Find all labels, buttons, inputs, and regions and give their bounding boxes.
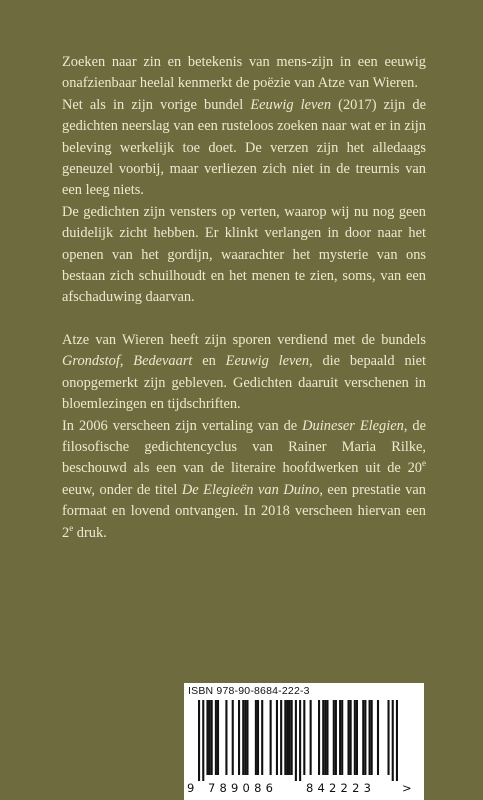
- text-run: eeuw, onder de titel: [62, 481, 182, 498]
- barcode-bar: [291, 700, 293, 775]
- ordinal-superscript: e: [69, 522, 74, 533]
- barcode-guard-bar: [202, 700, 204, 781]
- italic-title: Grondstof: [62, 353, 120, 370]
- barcode-bar: [209, 700, 211, 775]
- text-run: , die bepaald niet onopgemerkt zijn gebleven. Gedichten daaruit verschenen in bloemlezingen en tijdschriften.: [62, 353, 427, 413]
- barcode-guard-bar: [392, 700, 394, 781]
- text-run: Zoeken naar zin en betekenis van mens-zijn in een eeuwig onafzienbaar heelal kenmerkt de poëzie van Atze van Wieren.: [62, 54, 426, 92]
- barcode-bar: [242, 700, 244, 775]
- barcode-bar: [286, 700, 288, 775]
- barcode-guard-bar: [295, 700, 297, 781]
- barcode-bar: [206, 700, 208, 775]
- text-run: De gedichten zijn vensters op verten, waarop wij nu nog geen duidelijk zicht hebben. Er klinkt verlangen in door naar het openen van het gordijn, waarachter het mysterie van ons bestaan zich schuilhoudt en het menen te zien, soms, van een afschaduwing daarvan.: [62, 203, 426, 306]
- barcode-bar: [289, 700, 291, 775]
- italic-title: Eeuwig leven: [250, 96, 332, 113]
- text-run: ,: [119, 353, 134, 370]
- italic-title: Eeuwig leven: [225, 353, 310, 370]
- ordinal-superscript: e: [422, 458, 426, 469]
- barcode-bar: [364, 700, 366, 775]
- barcode-bar: [356, 700, 358, 775]
- barcode-bar: [322, 700, 324, 775]
- italic-title: Bedevaart: [133, 353, 193, 370]
- barcode-bar: [362, 700, 364, 775]
- isbn-label: ISBN 978-90-8684-222-3: [188, 685, 310, 697]
- barcode-bar: [238, 700, 240, 775]
- barcode-bar: [255, 700, 257, 775]
- barcode-bar: [244, 700, 246, 775]
- barcode-bar: [246, 700, 248, 775]
- text-run: , een prestatie van formaat en lovend ontvangen. In 2018 verscheen hiervan een 2: [62, 481, 426, 541]
- barcode-bar: [303, 700, 305, 775]
- paragraph: [62, 95, 426, 202]
- barcode-bars: [198, 700, 398, 781]
- paragraph: [62, 416, 426, 544]
- paragraph: [62, 202, 426, 309]
- text-run: (2017) zijn de gedichten neerslag van een rusteloos zoeken naar wat er in zijn beleving werkelijk toe doet. De verzen zijn het alledaags geneuzel voorbij, maar verliezen zich niet in de treurnis van een leeg niets.: [62, 96, 426, 199]
- barcode-bar: [310, 700, 312, 775]
- barcode-bar: [324, 700, 326, 775]
- barcode-bar: [326, 700, 328, 775]
- barcode-bar: [232, 700, 234, 775]
- barcode-bar: [318, 700, 320, 775]
- barcode-bar: [333, 700, 335, 775]
- italic-title: De Elegieën van Duino: [181, 481, 320, 498]
- barcode-bar: [257, 700, 259, 775]
- barcode-bar: [354, 700, 356, 775]
- barcode-digits-left: 789086: [208, 781, 278, 795]
- barcode-bar: [280, 700, 282, 775]
- barcode-bar: [217, 700, 219, 775]
- barcode-bar: [284, 700, 286, 775]
- barcode-bar: [371, 700, 373, 775]
- barcode-bar: [369, 700, 371, 775]
- barcode-bar: [377, 700, 379, 775]
- text-run: druk.: [73, 524, 107, 541]
- barcode-bar: [339, 700, 341, 775]
- barcode-marker: >: [402, 781, 412, 795]
- barcode-bar: [276, 700, 278, 775]
- barcode-bar: [335, 700, 337, 775]
- text-run: Atze van Wieren heeft zijn sporen verdiend met de bundels: [62, 331, 426, 348]
- isbn-barcode: [184, 683, 424, 800]
- italic-title: Duineser Elegien: [302, 417, 404, 434]
- barcode-bar: [270, 700, 272, 775]
- barcode-bar: [347, 700, 349, 775]
- paragraph: [62, 330, 426, 416]
- text-run: , de filosofische gedichtencyclus van Rainer Maria Rilke, beschouwd als een van de literaire hoofdwerken uit de 20: [62, 417, 426, 477]
- barcode-bar: [261, 700, 263, 775]
- barcode-bar: [387, 700, 389, 775]
- barcode-digits: [184, 781, 424, 797]
- barcode-bar: [211, 700, 213, 775]
- barcode-guard-bar: [198, 700, 200, 781]
- barcode-bar: [341, 700, 343, 775]
- blurb-text: [62, 52, 426, 544]
- barcode-bar: [215, 700, 217, 775]
- barcode-guard-bar: [396, 700, 398, 781]
- barcode-bar: [350, 700, 352, 775]
- paragraph: [62, 52, 426, 95]
- paragraph-gap: [62, 309, 426, 330]
- barcode-digits-right: 842223: [306, 781, 376, 795]
- barcode-digit-first: 9: [187, 781, 195, 795]
- barcode-bar: [225, 700, 227, 775]
- barcode-guard-bar: [299, 700, 301, 781]
- text-run: Net als in zijn vorige bundel: [62, 96, 251, 113]
- text-run: In 2006 verscheen zijn vertaling van de: [62, 417, 303, 434]
- text-run: en: [192, 353, 226, 370]
